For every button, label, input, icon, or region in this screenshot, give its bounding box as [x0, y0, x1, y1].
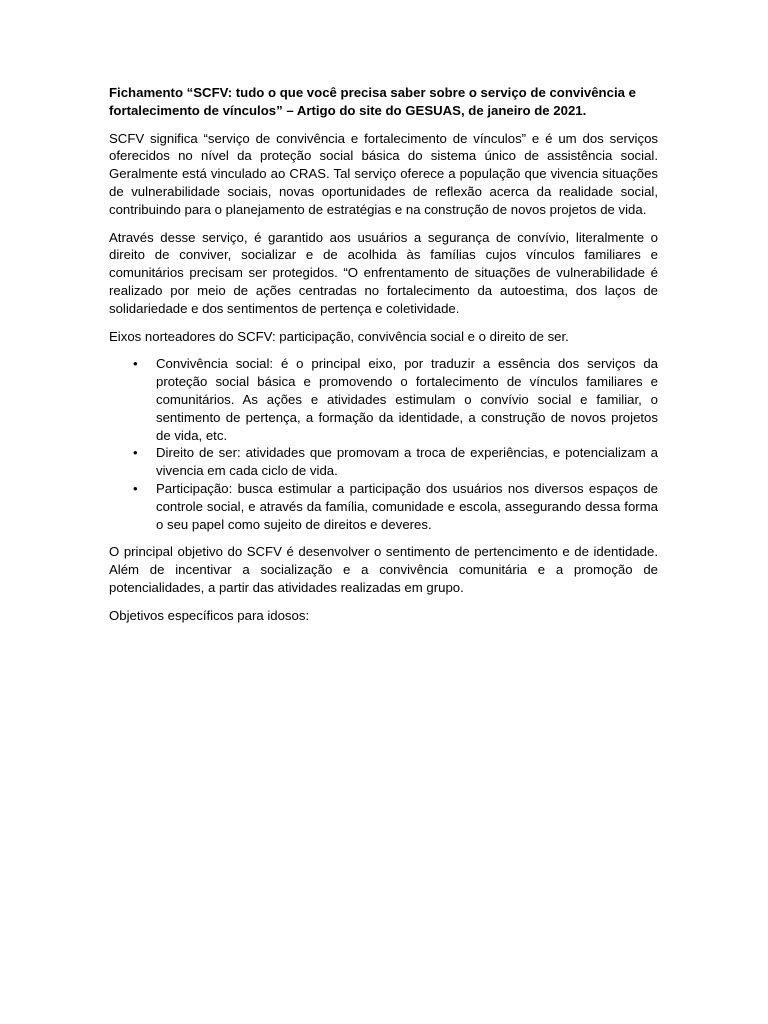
- bullet-icon: •: [133, 356, 138, 372]
- axes-bullet-list: [109, 355, 658, 533]
- paragraph-main-objective: O principal objetivo do SCFV é desenvolver o sentimento de pertencimento e de identidade. Além de incentivar a socialização e a convivência comunitária e a promoção de potencialidades, a partir das atividades realizadas em grupo.: [109, 544, 658, 595]
- bullet-text: Convivência social: é o principal eixo, por traduzir a essência dos serviços da proteção social básica e promovendo o fortalecimento de vínculos familiares e comunitários. As ações e atividades estimulam o convívio social e familiar, o sentimento de pertença, a formação da identidade, a construção de novos projetos de vida, etc.: [156, 356, 658, 443]
- paragraph-scfv-definition: SCFV significa “serviço de convivência e fortalecimento de vínculos” e é um dos serviços oferecidos no nível da proteção social básica do sistema único de assistência social. Geralmente está vinculado ao CRAS. Tal serviço oferece a população que vivencia situações de vulnerabilidade sociais, novas oportunidades de reflexão acerca da realidade social, contribuindo para o planejamento de estratégias e na construção de novos projetos de vida.: [109, 130, 658, 217]
- bullet-text: Participação: busca estimular a participação dos usuários nos diversos espaços de controle social, e através da família, comunidade e escola, assegurando dessa forma o seu papel como sujeito de direitos e deveres.: [156, 480, 658, 532]
- list-item: [109, 480, 658, 533]
- bullet-icon: •: [133, 445, 138, 461]
- paragraph-service-guarantees: Através desse serviço, é garantido aos usuários a segurança de convívio, literalmente o direito de conviver, socializar e de acolhida às famílias cujos vínculos familiares e comunitários precisam ser protegidos. “O enfrentamento de situações de vulnerabilidade é realizado por meio de ações centradas no fortalecimento da autoestima, dos laços de solidariedade e dos sentimentos de pertença e coletividade.: [109, 229, 658, 316]
- list-item: [109, 444, 658, 480]
- bullet-icon: •: [133, 480, 138, 496]
- document-title: Fichamento “SCFV: tudo o que você precisa saber sobre o serviço de convivência e fortalecimento de vínculos” – Artigo do site do GESUAS, de janeiro de 2021.: [109, 85, 636, 118]
- paragraph-specific-objectives: Objetivos específicos para idosos:: [109, 607, 310, 623]
- list-item: [109, 355, 658, 444]
- bullet-text: Direito de ser: atividades que promovam a troca de experiências, e potencializam a vivencia em cada ciclo de vida.: [156, 445, 658, 479]
- paragraph-guiding-axes: Eixos norteadores do SCFV: participação, convivência social e o direito de ser.: [109, 328, 569, 344]
- document-page: [109, 84, 658, 635]
